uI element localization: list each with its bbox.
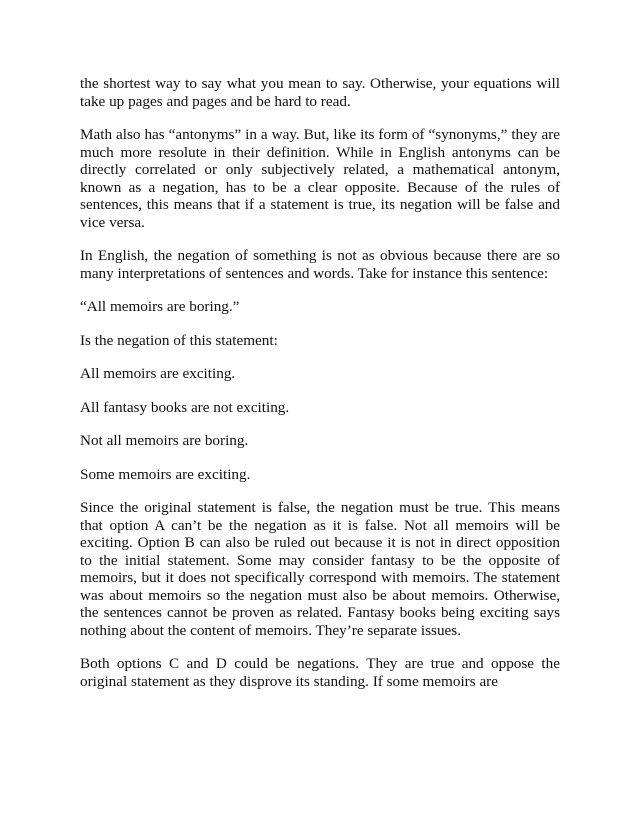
paragraph-antonyms: Math also has “antonyms” in a way. But, like its form of “synonyms,” they are much more resolute in their definition. While in English antonyms can be directly correlated or only subjectively related, a mathematical antonym, known as a negation, has to be a clear opposite. Because of the rules of sentences, this means that if a statement is true, its negation will be false and vice versa. bbox=[80, 126, 560, 231]
document-page bbox=[80, 75, 560, 706]
option-b: All fantasy books are not exciting. bbox=[80, 398, 290, 416]
paragraph-equations: the shortest way to say what you mean to say. Otherwise, your equations will take up pages and pages and be hard to read. bbox=[80, 75, 560, 110]
example-statement: “All memoirs are boring.” bbox=[80, 298, 240, 315]
paragraph-options-c-d: Both options C and D could be negations. They are true and oppose the original statement as they disprove its standing. If some memoirs are bbox=[80, 655, 560, 690]
negation-question: Is the negation of this statement: bbox=[80, 331, 278, 349]
option-c: Not all memoirs are boring. bbox=[80, 432, 249, 449]
paragraph-english-negation: In English, the negation of something is not as obvious because there are so many interpretations of sentences and words. Take for instance this sentence: bbox=[80, 247, 560, 282]
option-d: Some memoirs are exciting. bbox=[80, 465, 251, 483]
option-a: All memoirs are exciting. bbox=[80, 365, 236, 382]
paragraph-explanation: Since the original statement is false, the negation must be true. This means that option A can’t be the negation as it is false. Not all memoirs will be exciting. Option B can also be ruled out because it is not in direct opposition to the initial statement. Some may consider fantasy to be the opposite of memoirs, but it does not specifically correspond with memoirs. The statement was about memoirs so the negation must also be about memoirs. Otherwise, the sentences cannot be proven as related. Fantasy books being exciting says nothing about the content of memoirs. They’re separate issues. bbox=[80, 499, 560, 639]
